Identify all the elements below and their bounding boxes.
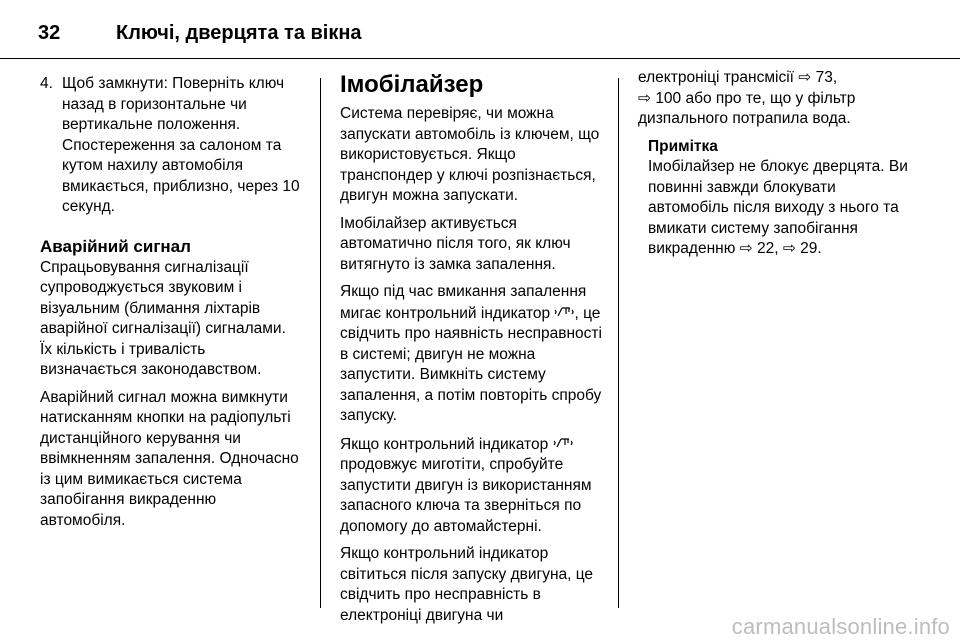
page-ref-73[interactable]: 73	[815, 69, 833, 86]
page-reference-arrow-icon: ⇨	[739, 240, 753, 257]
p3-text-a: Якщо під час вмикання запалення мигає контрольний індикатор	[340, 283, 587, 322]
immobilizer-paragraph-3	[340, 282, 602, 427]
p3-text-b: , це свідчить про наявність несправності в системі; двигун не можна запустити. Вимкніть систему запалення, а потім повторіть спробу запуску.	[340, 304, 602, 424]
alarm-paragraph-1: Спрацьовування сигналізації супроводжується звуковим і візуальним (блимання ліхтарів аварійної сигналізації) сигналами. Їх кількість і тривалість визначається законодавством.	[40, 258, 286, 378]
column-1	[40, 74, 302, 531]
immobilizer-paragraph-5: Якщо контрольний індикатор світиться після запуску двигуна, це свідчить про несправність в електроніці двигуна чи	[340, 545, 594, 624]
page-header	[38, 16, 362, 50]
alarm-heading: Аварійний сигнал	[40, 236, 191, 256]
p4-text-a: Якщо контрольний індикатор	[340, 435, 553, 453]
step-text: Щоб замкнути: Поверніть ключ назад в горизонтальне чи вертикальне положення. Спостереження за салоном та кутом нахилу автомобіля вмикається, приблизно, через 10 секунд.	[62, 75, 300, 215]
note-box	[638, 137, 908, 260]
column-2	[340, 70, 602, 626]
page-number: 32	[38, 21, 61, 44]
page-ref-100[interactable]: 100	[655, 89, 682, 107]
immobilizer-paragraph-4	[340, 434, 602, 538]
step-4	[40, 74, 302, 218]
column-divider-2	[618, 78, 619, 608]
page-ref-22[interactable]: 22	[756, 240, 775, 257]
note-text-a: Імобілайзер не блокує дверцята. Ви повинні завжди блокувати автомобіль після виходу з нього та вмикати систему запобігання викраденню	[648, 158, 908, 257]
immobilizer-paragraph-2: Імобілайзер активується автоматично після того, як ключ витягнуто із замка запалення.	[340, 214, 571, 273]
note-text-b: ,	[774, 240, 783, 257]
header-divider	[0, 58, 960, 59]
step-number: 4.	[40, 75, 53, 92]
p4-text-b: продовжує миготіти, спробуйте запустити двигун із використанням запасного ключа та зверніться по допомогу до автомайстерні.	[340, 456, 592, 535]
note-title: Примітка	[648, 137, 718, 155]
continuation-paragraph	[638, 68, 908, 130]
page-reference-arrow-icon: ⇨	[782, 240, 796, 257]
watermark: carmanualsonline.info	[731, 614, 950, 639]
cont-text-a: електроніці трансмісії	[638, 69, 799, 86]
column-divider-1	[320, 78, 321, 608]
page-ref-29[interactable]: 29	[800, 240, 818, 257]
cont-text-b: ,	[832, 69, 838, 86]
immobilizer-heading: Імобілайзер	[340, 71, 484, 98]
page-reference-arrow-icon: ⇨	[798, 69, 812, 86]
cont-text-c: або про те, що у фільтр дизпального потрапила вода.	[638, 89, 856, 127]
key-indicator-icon	[554, 303, 574, 324]
note-text-c: .	[817, 240, 822, 257]
key-indicator-icon	[553, 434, 573, 455]
immobilizer-paragraph-1: Система перевіряє, чи можна запускати автомобіль із ключем, що використовується. Якщо транспондер у ключі розпізнається, двигун можна запускати.	[340, 105, 600, 204]
alarm-paragraph-2: Аварійний сигнал можна вимкнути натисканням кнопки на радіопульті дистанційного керування чи ввімкненням запалення. Одночасно із цим вимикається система запобігання викраденню автомобіля.	[40, 388, 299, 529]
column-3	[638, 68, 908, 260]
page-reference-arrow-icon: ⇨	[638, 89, 651, 107]
note-text	[648, 157, 908, 260]
chapter-title: Ключі, дверцята та вікна	[116, 21, 362, 44]
